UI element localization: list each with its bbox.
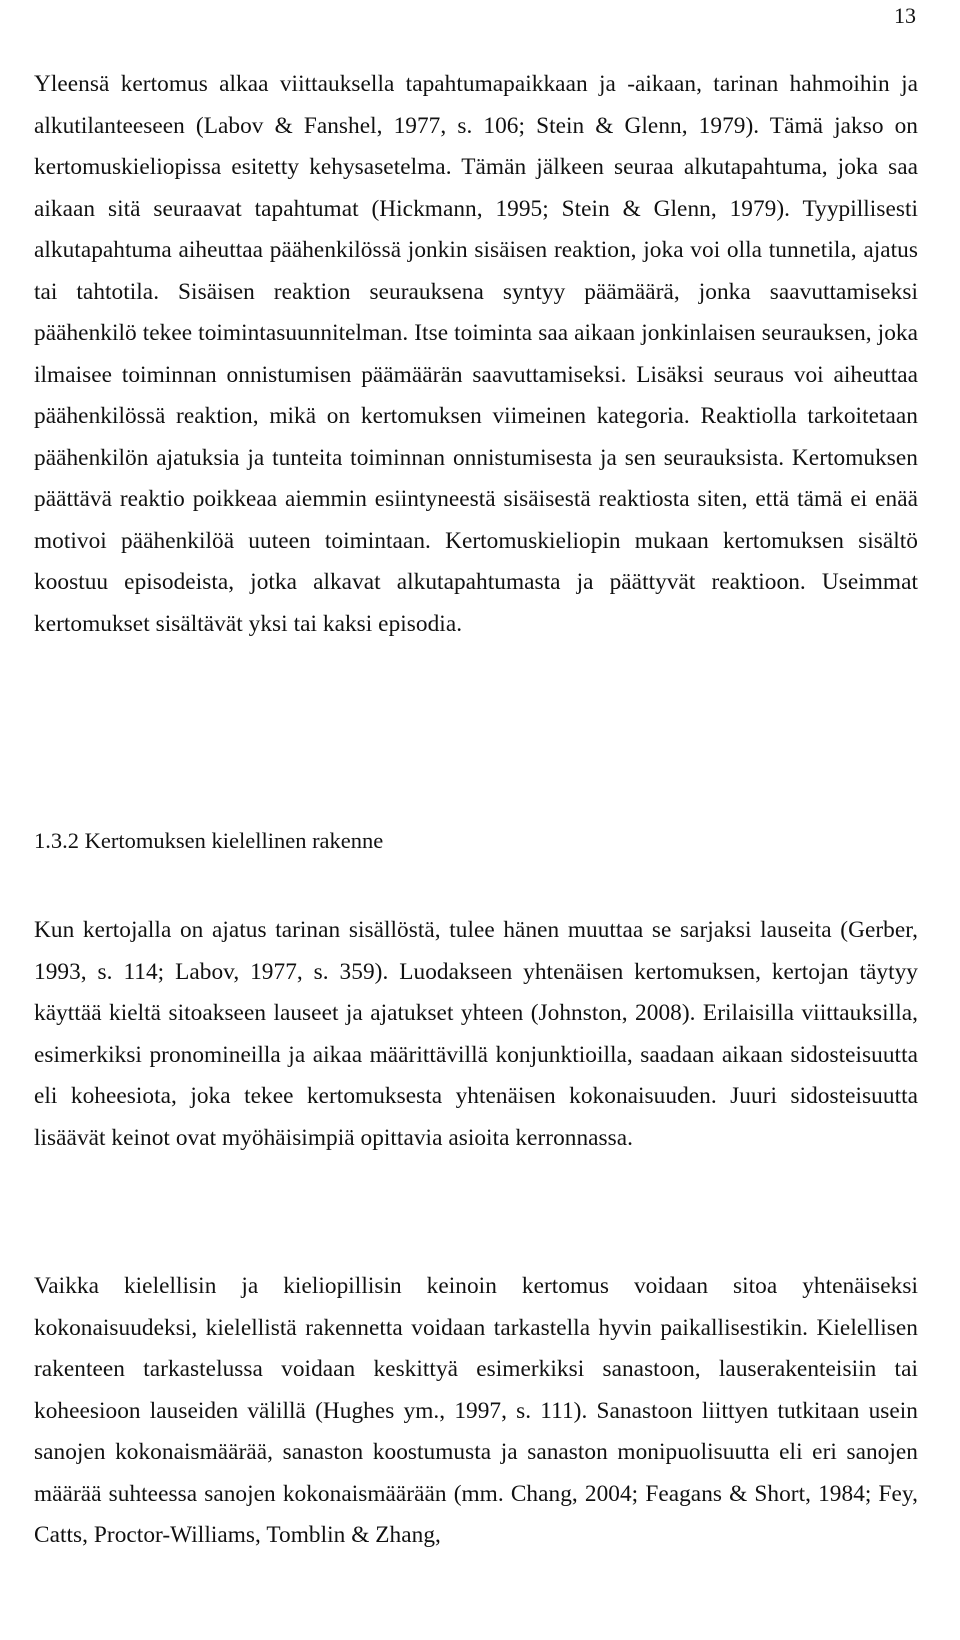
paragraph-block-2 bbox=[34, 910, 918, 1159]
paragraph-cohesion: Kun kertojalla on ajatus tarinan sisällöstä, tulee hänen muuttaa se sarjaksi lauseita (Gerber, 1993, s. 114; Labov, 1977, s. 359). Luodakseen yhtenäisen kertomuksen, kertojan täytyy käyttää kieltä sitoakseen lauseet ja ajatukset yhteen (Johnston, 2008). Erilaisilla viittauksilla, esimerkiksi pronomineilla ja aikaa määrittävillä konjunktioilla, saadaan aikaan sidosteisuutta eli koheesiota, joka tekee kertomuksesta yhtenäisen kokonaisuuden. Juuri sidosteisuutta lisäävät keinot ovat myöhäisimpiä opittavia asioita kerronnassa. bbox=[34, 917, 918, 1151]
section-heading-block bbox=[34, 820, 918, 862]
paragraph-linguistic-structure: Vaikka kielellisin ja kieliopillisin keinoin kertomus voidaan sitoa yhtenäiseksi kokonaisuudeksi, kielellistä rakennetta voidaan tarkastella hyvin paikallisestikin. Kielellisen rakenteen tarkastelussa voidaan keskittyä esimerkiksi sanastoon, lauserakenteisiin tai koheesioon lauseiden välillä (Hughes ym., 1997, s. 111). Sanastoon liittyen tutkitaan usein sanojen kokonaismäärää, sanaston koostumusta ja sanaston monipuolisuutta eli eri sanojen määrää suhteessa sanojen kokonaismäärään (mm. Chang, 2004; Feagans & Short, 1984; Fey, Catts, Proctor-Williams, Tomblin & Zhang, bbox=[34, 1273, 918, 1548]
paragraph-block-3 bbox=[34, 1266, 918, 1557]
page-number: 13 bbox=[894, 3, 916, 28]
paragraph-block-1 bbox=[34, 64, 918, 645]
paragraph-story-grammar: Yleensä kertomus alkaa viittauksella tapahtumapaikkaan ja -aikaan, tarinan hahmoihin ja alkutilanteeseen (Labov & Fanshel, 1977, s. 106; Stein & Glenn, 1979). Tämä jakso on kertomuskieliopissa esitetty kehysasetelma. Tämän jälkeen seuraa alkutapahtuma, joka saa aikaan sitä seuraavat tapahtumat (Hickmann, 1995; Stein & Glenn, 1979). Tyypillisesti alkutapahtuma aiheuttaa päähenkilössä jonkin sisäisen reaktion, joka voi olla tunnetila, ajatus tai tahtotila. Sisäisen reaktion seurauksena syntyy päämäärä, jonka saavuttamiseksi päähenkilö tekee toimintasuunnitelman. Itse toiminta saa aikaan jonkinlaisen seurauksen, joka ilmaisee toiminnan onnistumisen päämäärän saavuttamiseksi. Lisäksi seuraus voi aiheuttaa päähenkilössä reaktion, mikä on kertomuksen viimeinen kategoria. Reaktiolla tarkoitetaan päähenkilön ajatuksia ja tunteita toiminnan onnistumisesta ja sen seurauksista. Kertomuksen päättävä reaktio poikkeaa aiemmin esiintyneestä sisäisestä reaktiosta siten, että tämä ei enää motivoi päähenkilöä uuteen toimintaan. Kertomuskieliopin mukaan kertomuksen sisältö koostuu episodeista, jotka alkavat alkutapahtumasta ja päättyvät reaktioon. Useimmat kertomukset sisältävät yksi tai kaksi episodia. bbox=[34, 71, 918, 637]
section-heading: 1.3.2 Kertomuksen kielellinen rakenne bbox=[34, 828, 384, 853]
